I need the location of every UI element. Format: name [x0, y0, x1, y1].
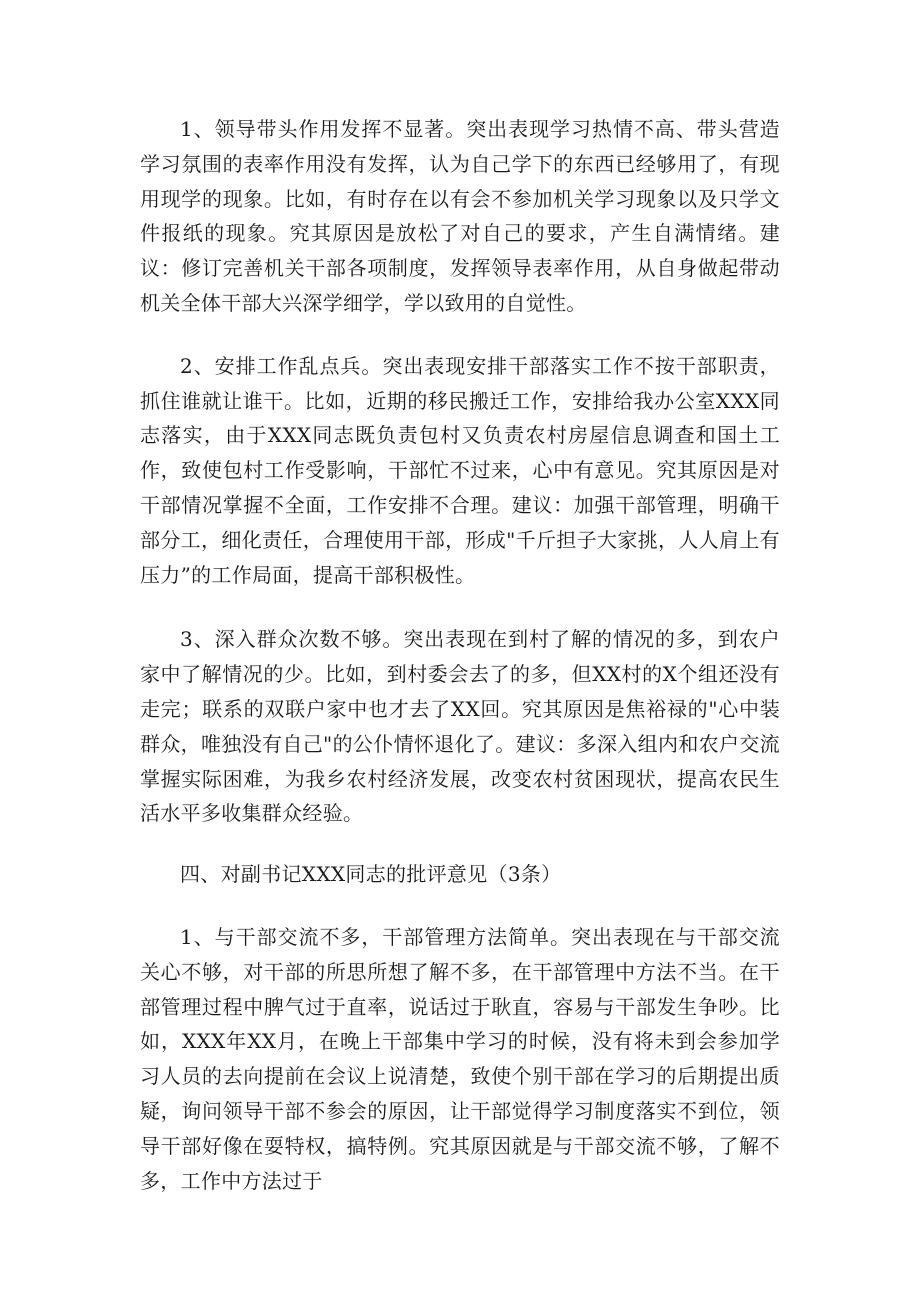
- paragraph-leader-role: 1、领导带头作用发挥不显著。突出表现学习热情不高、带头营造学习氛围的表率作用没有发挥，认为自己学下的东西已经够用了，有现用现学的现象。比如，有时存在以有会不参加机关学习现象以及只学文件报纸的现象。究其原因是放松了对自己的要求，产生自满情绪。建议：修订完善机关干部各项制度，发挥领导表率作用，从自身做起带动机关全体干部大兴深学细学，学以致用的自觉性。: [140, 117, 780, 315]
- paragraph-work-assignment: 2、安排工作乱点兵。突出表现安排干部落实工作不按干部职责，抓住谁就让谁干。比如，近期的移民搬迁工作，安排给我办公室XXX同志落实，由于XXX同志既负责包村又负责农村房屋信息调查和国土工作，致使包村工作受影响，干部忙不过来，心中有意见。究其原因是对干部情况掌握不全面，工作安排不合理。建议：加强干部管理，明确干部分工，细化责任，合理使用干部，形成"千斤担子大家挑，人人肩上有压力”的工作局面，提高干部积极性。: [140, 353, 780, 587]
- paragraph-cadre-communication: 1、与干部交流不多，干部管理方法简单。突出表现在与干部交流关心不够，对干部的所思所想了解不多，在干部管理中方法不当。在干部管理过程中脾气过于直率，说话过于耿直，容易与干部发生争吵。比如，XXX年XX月，在晚上干部集中学习的时候，没有将未到会参加学习人员的去向提前在会议上说清楚，致使个别干部在学习的后期提出质疑，询问领导干部不参会的原因，让干部觉得学习制度落实不到位，领导干部好像在耍特权，搞特例。究其原因就是与干部交流不够，了解不多，工作中方法过于: [140, 924, 780, 1193]
- section-heading: 四、对副书记XXX同志的批评意见（3条）: [180, 862, 562, 887]
- paragraph-mass-contact: 3、深入群众次数不够。突出表现在到村了解的情况的多，到农户家中了解情况的少。比如，到村委会去了的多，但XX村的X个组还没有走完；联系的双联户家中也才去了XX回。究其原因是焦裕禄的"心中装群众，唯独没有自己"的公仆情怀退化了。建议：多深入组内和农户交流掌握实际困难，为我乡农村经济发展，改变农村贫困现状，提高农民生活水平多收集群众经验。: [140, 627, 780, 826]
- document-page: [140, 112, 780, 1198]
